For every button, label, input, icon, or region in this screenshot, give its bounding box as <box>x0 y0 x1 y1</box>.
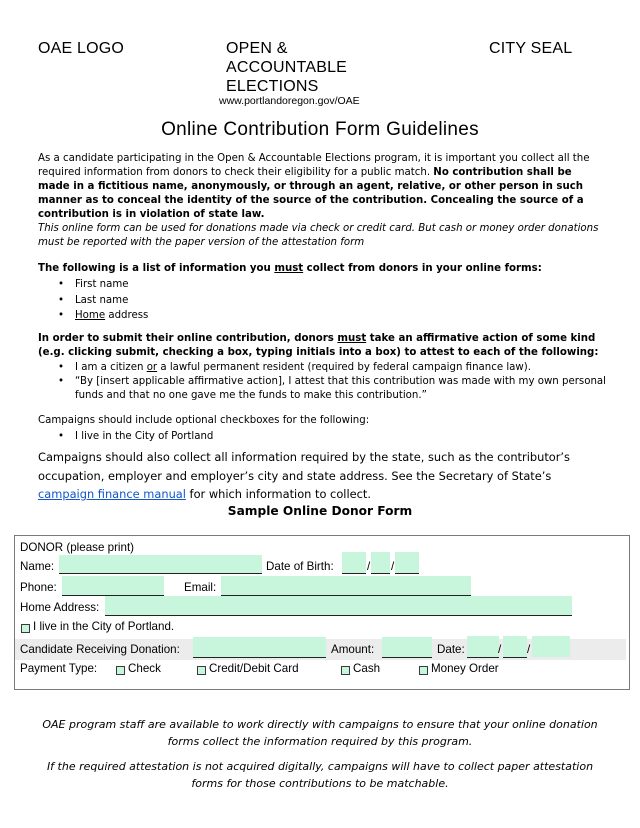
date-day-input[interactable] <box>503 636 527 658</box>
list-item <box>38 361 606 375</box>
payment-card-checkbox[interactable] <box>197 666 206 675</box>
program-name <box>226 39 426 96</box>
intro-bold-text: No contribution shall be made in a fictitious name, anonymously, or through an agent, relative, or other person in such manner as to conceal the identity of the source of the contribution. Concealing the source of a contribution is in violation of state law. <box>38 167 584 220</box>
home-underlined: Home <box>75 310 106 321</box>
dob-day-input[interactable] <box>371 552 390 574</box>
portland-checkbox-label: I live in the City of Portland. <box>33 620 175 633</box>
payment-money-order-label: Money Order <box>431 662 499 675</box>
intro-paragraph <box>38 152 606 222</box>
collect-lead-pre: The following is a list of information you <box>38 263 275 274</box>
payment-check-label: Check <box>128 662 161 675</box>
optional-section <box>38 414 606 444</box>
date-year-input[interactable] <box>532 636 570 657</box>
candidate-input[interactable] <box>193 637 326 658</box>
collect-section <box>38 262 606 324</box>
affirm-list <box>38 361 606 403</box>
date-slash: / <box>498 643 502 656</box>
program-name-line: ACCOUNTABLE <box>226 59 348 76</box>
email-input[interactable] <box>221 576 471 596</box>
home-address-label: Home Address: <box>20 601 100 614</box>
affirm-lead-must: must <box>337 333 367 344</box>
footer-staff-note: OAE program staff are available to work directly with campaigns to ensure that your online donation forms collect the information required by this program. <box>42 718 598 748</box>
affirm-item1-post: a lawful permanent resident (required by federal campaign finance law). <box>157 362 531 373</box>
collect-lead-post: collect from donors in your online forms: <box>303 263 542 274</box>
campaign-finance-manual-link[interactable]: campaign finance manual <box>38 487 186 501</box>
payment-type-label: Payment Type: <box>20 662 98 675</box>
list-item: • First name <box>38 277 606 293</box>
state-info-pre: Campaigns should also collect all information required by the state, such as the contributor’s occupation, employer and employer’s city and state address. See the Secretary of State’s <box>38 450 570 483</box>
affirm-lead-pre: In order to submit their online contribution, donors <box>38 333 338 344</box>
amount-input[interactable] <box>382 637 432 658</box>
phone-label: Phone: <box>20 581 57 594</box>
sample-form-heading: Sample Online Donor Form <box>227 504 413 518</box>
note-italic: This online form can be used for donations made via check or credit card. But cash or money order donations must be reported with the paper version of the attestation form <box>38 223 599 248</box>
home-address-input[interactable] <box>105 596 572 616</box>
payment-card-label: Credit/Debit Card <box>209 662 299 675</box>
intro-normal-text: As a candidate participating in the Open & Accountable Elections program, it is important you collect all the required information from donors to check their eligibility for a public match. <box>38 153 590 178</box>
payment-money-order-checkbox[interactable] <box>419 666 428 675</box>
city-seal-placeholder: CITY SEAL <box>489 40 573 57</box>
page-title: Online Contribution Form Guidelines <box>161 119 479 140</box>
date-label: Date: <box>437 643 465 656</box>
state-info-post: for which information to collect. <box>185 487 371 501</box>
affirm-item1-pre: I am a citizen <box>75 362 147 373</box>
home-rest: address <box>105 310 149 321</box>
affirm-lead-post: take an affirmative action of some kind (e.g. clicking submit, checking a box, typing initials into a box) to attest to each of the following: <box>38 333 599 358</box>
dob-slash: / <box>367 560 371 573</box>
payment-cash-checkbox[interactable] <box>341 666 350 675</box>
affirm-lead <box>38 332 606 360</box>
payment-cash-label: Cash <box>353 662 381 675</box>
affirm-section <box>38 332 606 403</box>
candidate-label: Candidate Receiving Donation: <box>20 643 180 656</box>
name-input[interactable] <box>59 555 262 574</box>
portland-checkbox[interactable] <box>21 624 30 633</box>
dob-year-input[interactable] <box>395 552 419 574</box>
list-item: • I live in the City of Portland <box>38 429 606 444</box>
dob-label: Date of Birth: <box>266 560 334 573</box>
name-label: Name: <box>20 560 55 573</box>
collect-list <box>38 277 606 324</box>
footer-attestation-note: If the required attestation is not acquired digitally, campaigns will have to collect paper attestation forms for those contributions to be matchable. <box>46 760 594 790</box>
affirm-item1-or: or <box>146 362 158 373</box>
date-month-input[interactable] <box>467 636 502 658</box>
oae-logo-placeholder: OAE LOGO <box>38 40 125 57</box>
amount-label: Amount: <box>331 643 375 656</box>
collect-lead <box>38 262 606 276</box>
date-slash: / <box>527 643 531 656</box>
list-item <box>38 308 606 324</box>
payment-check-checkbox[interactable] <box>116 666 125 675</box>
program-name-line: ELECTIONS <box>226 78 319 95</box>
optional-lead: Campaigns should include optional checkboxes for the following: <box>38 415 370 426</box>
program-url[interactable]: www.portlandoregon.gov/OAE <box>219 95 360 107</box>
phone-input[interactable] <box>62 576 164 596</box>
state-info-paragraph <box>38 448 606 504</box>
dob-slash: / <box>391 560 395 573</box>
dob-month-input[interactable] <box>342 552 366 574</box>
optional-list <box>38 429 606 444</box>
form-bottom-gap <box>38 687 604 688</box>
collect-lead-must: must <box>274 263 304 274</box>
list-item: • Last name <box>38 293 606 309</box>
email-label: Email: <box>184 581 217 594</box>
program-name-line: OPEN & <box>226 40 288 57</box>
list-item: • “By [insert applicable affirmative action], I attest that this contribution was made with my own personal funds and that no one gave me the funds to make this contribution.” <box>38 375 606 403</box>
donor-label: DONOR (please print) <box>20 541 135 554</box>
